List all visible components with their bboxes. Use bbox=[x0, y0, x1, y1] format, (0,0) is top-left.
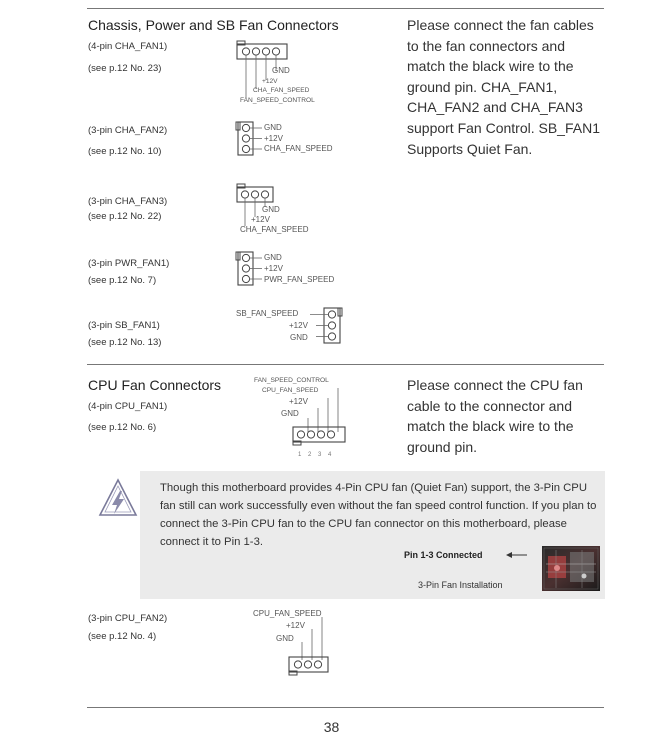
cpu-fan2-pin-speed: CPU_FAN_SPEED bbox=[253, 609, 322, 618]
cha-fan3-ref: (see p.12 No. 22) bbox=[88, 211, 162, 222]
cpu-fan2-ref: (see p.12 No. 4) bbox=[88, 631, 157, 642]
chassis-description-line: support Fan Control. SB_FAN1 bbox=[407, 119, 600, 136]
cha-fan3-label: (3-pin CHA_FAN3) bbox=[88, 196, 168, 207]
cpu-heading: CPU Fan Connectors bbox=[88, 377, 222, 393]
pwr-fan1-label: (3-pin PWR_FAN1) bbox=[88, 258, 170, 269]
cha-fan2-pin-speed: CHA_FAN_SPEED bbox=[264, 144, 333, 153]
cha-fan3-pin-12v: +12V bbox=[251, 215, 270, 224]
chassis-description-line: Supports Quiet Fan. bbox=[407, 140, 533, 157]
cpu-fan1-pin-12v: +12V bbox=[289, 397, 308, 406]
arrow-left-icon bbox=[506, 550, 528, 560]
cha-fan3-pin-speed: CHA_FAN_SPEED bbox=[240, 225, 309, 234]
cha-fan3-pin-gnd: GND bbox=[262, 205, 280, 214]
cha-fan2-pin-gnd: GND bbox=[264, 123, 282, 132]
pwr-fan1-ref: (see p.12 No. 7) bbox=[88, 275, 157, 286]
cha-fan1-pin-control: FAN_SPEED_CONTROL bbox=[240, 97, 315, 104]
cha-fan1-pin-gnd: GND bbox=[272, 66, 290, 75]
cpu-fan1-pin-gnd: GND bbox=[281, 409, 299, 418]
cpu-fan1-pin-number: 1 bbox=[298, 452, 302, 458]
cha-fan1-ref: (see p.12 No. 23) bbox=[88, 63, 162, 74]
cha-fan2-label: (3-pin CHA_FAN2) bbox=[88, 125, 168, 136]
cha-fan1-label: (4-pin CHA_FAN1) bbox=[88, 41, 168, 52]
sb-fan1-pin-gnd: GND bbox=[290, 333, 308, 342]
note-text: Though this motherboard provides 4-Pin CPU fan (Quiet Fan) support, the 3-Pin CPU fan still can work successfully even without the fan speed control function. If you plan to connect the 3-Pin CPU fan to the CPU fan connector on this motherboard, please connect it to Pin 1-3. bbox=[160, 482, 597, 548]
cpu-description bbox=[407, 375, 607, 457]
chassis-heading: Chassis, Power and SB Fan Connectors bbox=[88, 17, 339, 33]
cpu-fan2-label: (3-pin CPU_FAN2) bbox=[88, 613, 168, 624]
sb-fan1-pin-speed: SB_FAN_SPEED bbox=[236, 309, 299, 318]
cpu-description-line: ground pin. bbox=[407, 438, 478, 455]
chassis-description bbox=[407, 15, 607, 159]
cha-fan2-connector-diagram bbox=[236, 120, 266, 158]
cpu-fan1-pin-number: 2 bbox=[308, 452, 312, 458]
fan-installation-caption: 3-Pin Fan Installation bbox=[418, 580, 503, 590]
chassis-description-line: ground pin. CHA_FAN1, bbox=[407, 78, 558, 95]
warning-icon bbox=[97, 477, 139, 521]
chassis-description-line: match the black wire to the bbox=[407, 58, 574, 75]
pwr-fan1-connector-diagram bbox=[236, 250, 266, 288]
cpu-fan1-label: (4-pin CPU_FAN1) bbox=[88, 401, 168, 412]
sb-fan1-connector-diagram bbox=[310, 306, 344, 346]
bottom-rule bbox=[87, 707, 604, 708]
cha-fan1-pin-speed: CHA_FAN_SPEED bbox=[253, 87, 310, 94]
cpu-fan1-connector-diagram bbox=[290, 384, 350, 448]
chassis-description-line: Please connect the fan cables bbox=[407, 17, 594, 33]
cpu-fan1-pin-number: 4 bbox=[328, 452, 332, 458]
top-rule bbox=[87, 8, 604, 9]
pwr-fan1-pin-12v: +12V bbox=[264, 264, 283, 273]
chassis-description-line: to the fan connectors and bbox=[407, 37, 565, 54]
cpu-fan1-pin-speed: CPU_FAN_SPEED bbox=[262, 387, 319, 394]
sb-fan1-pin-12v: +12V bbox=[289, 321, 308, 330]
pwr-fan1-pin-speed: PWR_FAN_SPEED bbox=[264, 275, 335, 284]
sb-fan1-label: (3-pin SB_FAN1) bbox=[88, 320, 160, 331]
chassis-description-line: CHA_FAN2 and CHA_FAN3 bbox=[407, 99, 583, 116]
cpu-fan2-connector-diagram bbox=[286, 612, 332, 680]
cpu-fan1-ref: (see p.12 No. 6) bbox=[88, 422, 157, 433]
pwr-fan1-pin-gnd: GND bbox=[264, 253, 282, 262]
cha-fan2-pin-12v: +12V bbox=[264, 134, 283, 143]
cpu-fan1-pin-control: FAN_SPEED_CONTROL bbox=[254, 377, 329, 384]
section-divider bbox=[87, 364, 604, 365]
cha-fan2-ref: (see p.12 No. 10) bbox=[88, 146, 162, 157]
cha-fan1-pin-12v: +12V bbox=[262, 78, 278, 85]
pin-1-3-label: Pin 1-3 Connected bbox=[404, 550, 483, 560]
cpu-fan2-pin-gnd: GND bbox=[276, 634, 294, 643]
cpu-description-line: Please connect the CPU fan bbox=[407, 377, 583, 393]
page-number: 38 bbox=[323, 719, 340, 735]
cpu-description-line: match the black wire to the bbox=[407, 418, 574, 435]
cpu-fan1-pin-number: 3 bbox=[318, 452, 322, 458]
cpu-description-line: cable to the connector and bbox=[407, 397, 573, 414]
fan-installation-photo bbox=[542, 546, 600, 591]
sb-fan1-ref: (see p.12 No. 13) bbox=[88, 337, 162, 348]
cpu-fan2-pin-12v: +12V bbox=[286, 621, 305, 630]
